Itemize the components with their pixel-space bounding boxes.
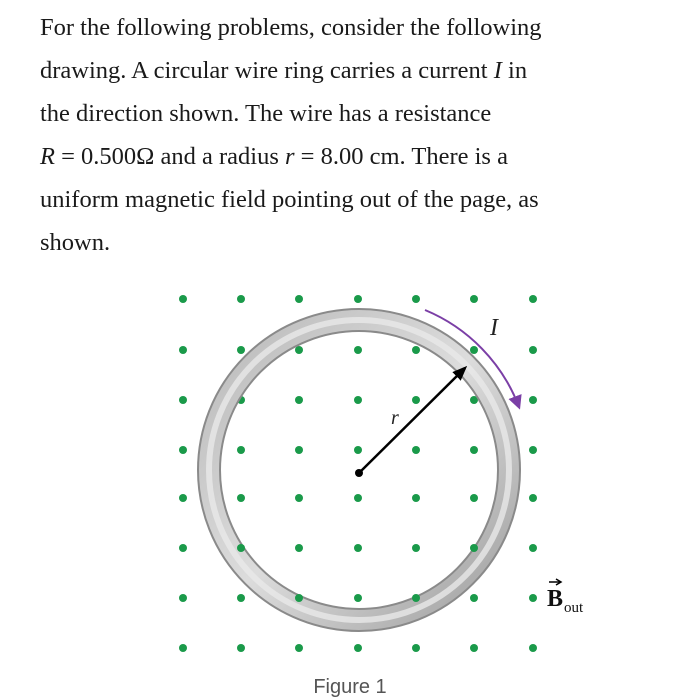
field-dot bbox=[295, 396, 303, 404]
field-legend-dot bbox=[529, 594, 537, 602]
field-dot bbox=[237, 544, 245, 552]
field-dot bbox=[412, 446, 420, 454]
problem-line-6: shown. bbox=[40, 229, 111, 256]
text-segment: drawing. A circular wire ring carries a current bbox=[40, 57, 494, 84]
radius-value: = 8.00 bbox=[294, 143, 364, 170]
field-dot bbox=[179, 446, 187, 454]
problem-line-3: the direction shown. The wire has a resistance bbox=[40, 100, 492, 127]
problem-line-1: For the following problems, consider the following bbox=[40, 14, 542, 41]
field-dot bbox=[354, 494, 362, 502]
text-segment: in bbox=[501, 57, 528, 84]
field-dot bbox=[237, 594, 245, 602]
field-dot bbox=[237, 644, 245, 652]
field-dot bbox=[470, 295, 478, 303]
field-dot bbox=[295, 644, 303, 652]
field-dot bbox=[179, 644, 187, 652]
field-dot bbox=[295, 295, 303, 303]
field-dot bbox=[470, 494, 478, 502]
field-dot bbox=[354, 594, 362, 602]
field-dot bbox=[295, 544, 303, 552]
field-dot bbox=[179, 346, 187, 354]
resistance-value: = 0.500Ω bbox=[54, 143, 155, 170]
field-dot bbox=[354, 396, 362, 404]
field-dot bbox=[470, 544, 478, 552]
field-dot bbox=[179, 494, 187, 502]
field-dot bbox=[295, 494, 303, 502]
center-point bbox=[355, 469, 363, 477]
text-segment: cm. There is a bbox=[363, 143, 508, 170]
field-dot bbox=[529, 544, 537, 552]
field-dot bbox=[412, 644, 420, 652]
field-dot bbox=[412, 396, 420, 404]
current-label: I bbox=[490, 315, 498, 341]
field-label bbox=[547, 579, 584, 616]
field-dot bbox=[470, 594, 478, 602]
resistance-symbol: R bbox=[40, 143, 55, 170]
field-label-sub: out bbox=[564, 600, 584, 616]
field-dot bbox=[412, 295, 420, 303]
field-dot bbox=[354, 346, 362, 354]
radius-line bbox=[359, 368, 465, 473]
field-dot bbox=[470, 346, 478, 354]
field-dot bbox=[237, 295, 245, 303]
field-dot bbox=[237, 346, 245, 354]
current-symbol: I bbox=[493, 57, 502, 84]
field-dot bbox=[529, 446, 537, 454]
field-dot bbox=[412, 494, 420, 502]
field-dot bbox=[354, 544, 362, 552]
field-dot bbox=[295, 446, 303, 454]
text-segment: and a radius bbox=[154, 143, 285, 170]
field-dot bbox=[412, 594, 420, 602]
field-dot bbox=[529, 396, 537, 404]
figure-caption: Figure 1 bbox=[313, 676, 387, 698]
field-dot bbox=[354, 644, 362, 652]
field-dot bbox=[529, 644, 537, 652]
field-dot bbox=[470, 644, 478, 652]
field-dot bbox=[237, 446, 245, 454]
field-dot bbox=[295, 594, 303, 602]
field-dot bbox=[237, 494, 245, 502]
field-dot bbox=[529, 295, 537, 303]
field-dot bbox=[179, 396, 187, 404]
field-dot bbox=[179, 594, 187, 602]
field-dot bbox=[179, 544, 187, 552]
field-dot bbox=[295, 346, 303, 354]
field-dot bbox=[470, 446, 478, 454]
problem-line-5: uniform magnetic field pointing out of the page, as bbox=[40, 186, 539, 213]
field-dot bbox=[412, 544, 420, 552]
field-dot bbox=[354, 295, 362, 303]
radius-symbol: r bbox=[285, 143, 295, 170]
field-dot bbox=[179, 295, 187, 303]
radius-label: r bbox=[391, 407, 399, 429]
field-dot bbox=[529, 346, 537, 354]
field-label-main: B bbox=[547, 586, 564, 612]
field-dot bbox=[529, 494, 537, 502]
field-dot bbox=[354, 446, 362, 454]
field-dot bbox=[412, 346, 420, 354]
